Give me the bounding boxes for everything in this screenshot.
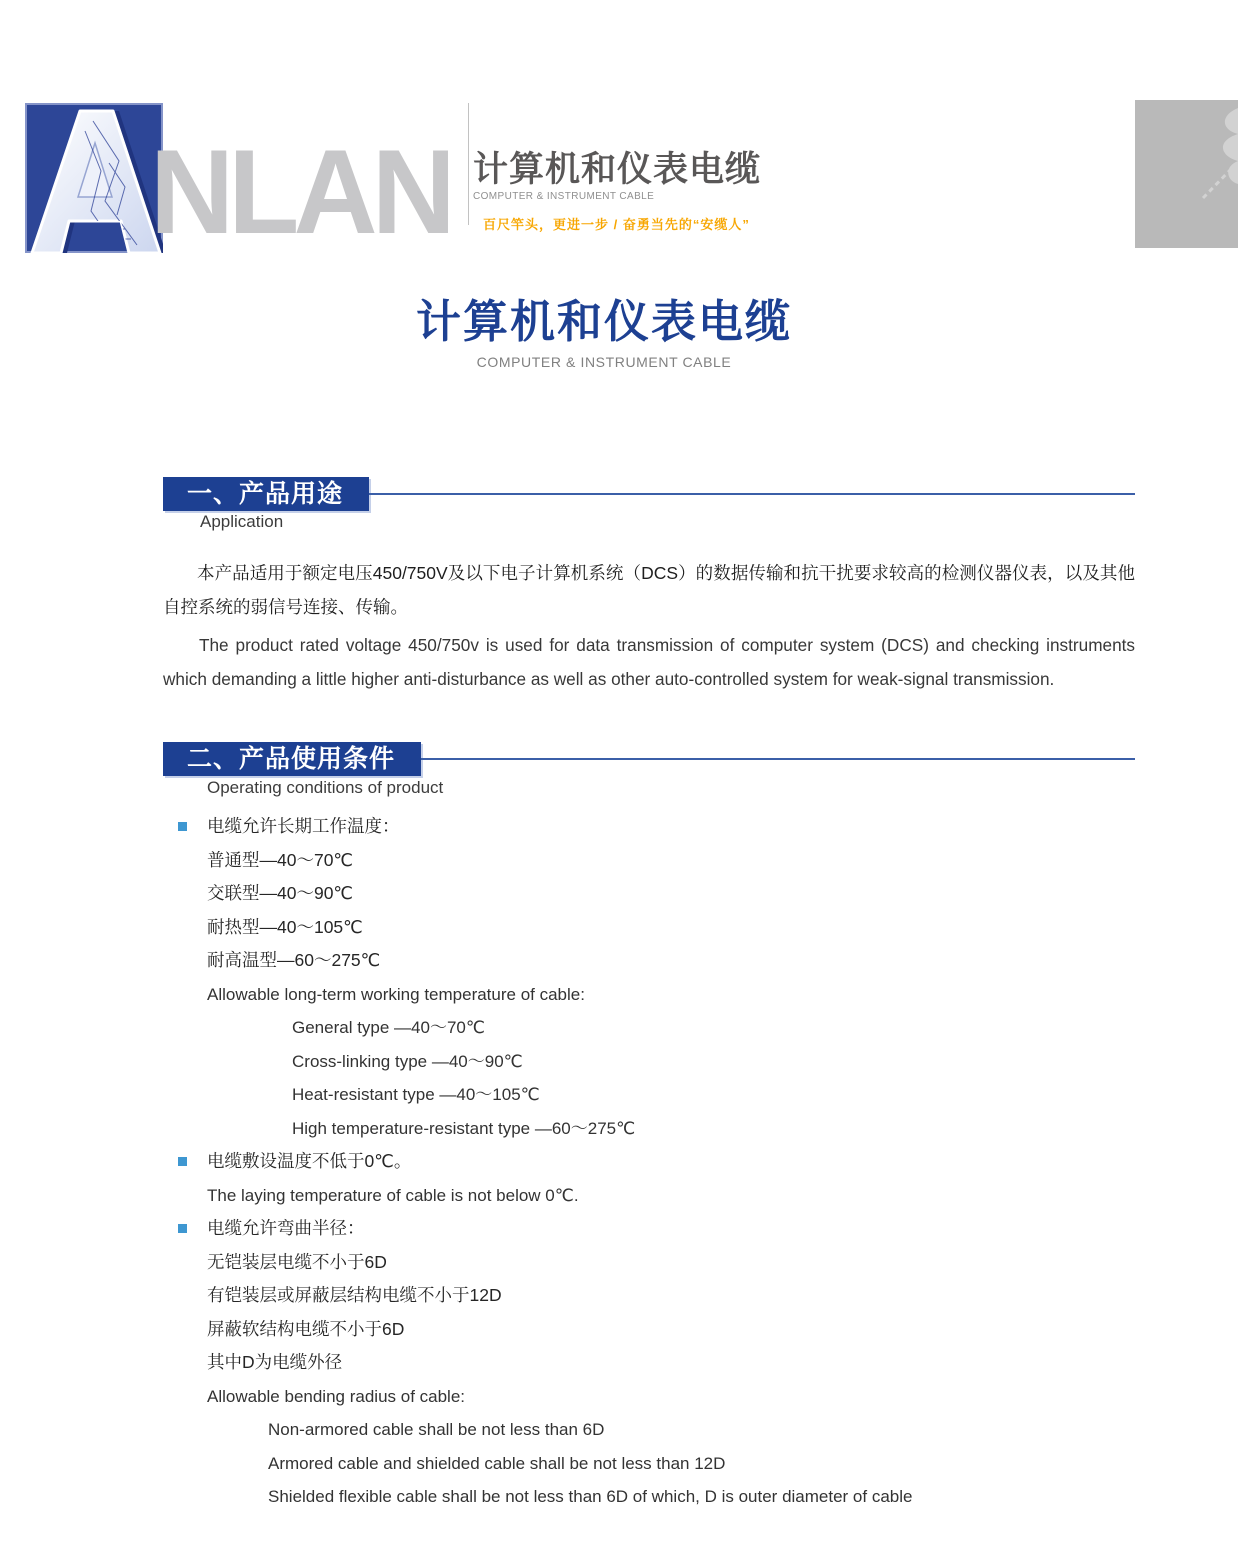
condition-text: The laying temperature of cable is not below 0℃. <box>207 1185 579 1205</box>
condition-line <box>163 1045 1135 1079</box>
application-body-cn: 本产品适用于额定电压450/750V及以下电子计算机系统（DCS）的数据传输和抗干扰要求较高的检测仪器仪表，以及其他自控系统的弱信号连接、传输。 <box>163 563 1135 617</box>
condition-text: 耐高温型—60～275℃ <box>207 950 381 970</box>
condition-text: 耐热型—40～105℃ <box>207 916 363 937</box>
header-slogan: 百尺竿头，更进一步 / 奋勇当先的“安缆人” <box>483 217 750 232</box>
condition-line <box>163 944 1135 978</box>
page-subtitle: COMPUTER & INSTRUMENT CABLE <box>476 354 732 370</box>
bullet-square-icon <box>178 1157 187 1166</box>
condition-text: Armored cable and shielded cable shall be not less than 12D <box>268 1453 726 1473</box>
condition-line <box>163 1447 1135 1481</box>
header-product-title-en: COMPUTER & INSTRUMENT CABLE <box>473 191 655 202</box>
section-rule-line <box>369 493 1135 495</box>
condition-text: General type —40～70℃ <box>292 1018 485 1037</box>
condition-text: 交联型—40～90℃ <box>207 883 354 903</box>
header-product-title-cn: 计算机和仪表电缆 <box>473 150 762 189</box>
section-rule-line <box>421 758 1135 760</box>
condition-line <box>163 1313 1135 1347</box>
condition-line <box>163 1145 1135 1179</box>
condition-text: 其中D为电缆外径 <box>207 1352 343 1372</box>
corner-photo <box>1135 100 1238 248</box>
condition-line <box>163 1480 1135 1514</box>
condition-line <box>163 911 1135 945</box>
bullet-square-icon <box>178 1224 187 1233</box>
section-conditions-header <box>163 742 1135 776</box>
section-application-header <box>163 477 1135 511</box>
condition-text: 屏蔽软结构电缆不小于6D <box>207 1318 405 1339</box>
header-divider <box>468 103 469 225</box>
section-conditions-title: 二、产品使用条件 <box>163 742 421 776</box>
condition-text: 无铠装层电缆不小于6D <box>207 1251 387 1272</box>
condition-text: Allowable bending radius of cable: <box>207 1386 466 1406</box>
condition-text: Allowable long-term working temperature of cable: <box>207 984 585 1004</box>
condition-line <box>163 978 1135 1012</box>
logo-a-icon <box>25 103 163 253</box>
header-text-block <box>473 150 761 233</box>
leaf-photo-icon <box>1135 100 1238 248</box>
condition-text: 电缆允许弯曲半径： <box>207 1218 365 1238</box>
application-body-en: The product rated voltage 450/750v is used for data transmission of computer system (DCS) and checking instruments which demanding a little higher anti-disturbance as well as other auto-controlled system for weak-signal transmission. <box>163 635 1135 689</box>
condition-line <box>163 1212 1135 1246</box>
company-logo-mark <box>25 103 163 253</box>
condition-text: 普通型—40～70℃ <box>207 849 354 870</box>
condition-line <box>163 1011 1135 1045</box>
condition-text: 有铠装层或屏蔽层结构电缆不小于12D <box>207 1285 502 1305</box>
condition-line <box>163 1078 1135 1112</box>
condition-line <box>163 810 1135 844</box>
page-title-block <box>0 296 1208 370</box>
logo-wordmark: NLAN <box>150 125 451 259</box>
section-application-title: 一、产品用途 <box>163 477 369 511</box>
condition-line <box>163 844 1135 878</box>
section-application-subtitle: Application <box>200 512 284 531</box>
page-title: 计算机和仪表电缆 <box>415 296 792 347</box>
condition-text: Heat-resistant type —40～105℃ <box>292 1085 540 1104</box>
condition-line <box>163 1346 1135 1380</box>
condition-line <box>163 1112 1135 1146</box>
condition-line <box>163 1246 1135 1280</box>
condition-line <box>163 1179 1135 1213</box>
condition-text: Non-armored cable shall be not less than 6D <box>268 1420 605 1439</box>
condition-text: 电缆敷设温度不低于0℃。 <box>207 1151 412 1171</box>
condition-text: Cross-linking type —40～90℃ <box>292 1051 523 1071</box>
bullet-square-icon <box>178 822 187 831</box>
condition-line <box>163 1413 1135 1447</box>
condition-line <box>163 877 1135 911</box>
condition-line <box>163 1279 1135 1313</box>
condition-text: Shielded flexible cable shall be not less than 6D of which, D is outer diameter of cable <box>268 1487 913 1506</box>
condition-line <box>163 1380 1135 1414</box>
condition-text: 电缆允许长期工作温度： <box>207 816 400 836</box>
condition-text: High temperature-resistant type —60～275℃ <box>292 1118 636 1138</box>
conditions-list <box>163 810 1135 1514</box>
section-conditions-subtitle: Operating conditions of product <box>207 778 444 797</box>
